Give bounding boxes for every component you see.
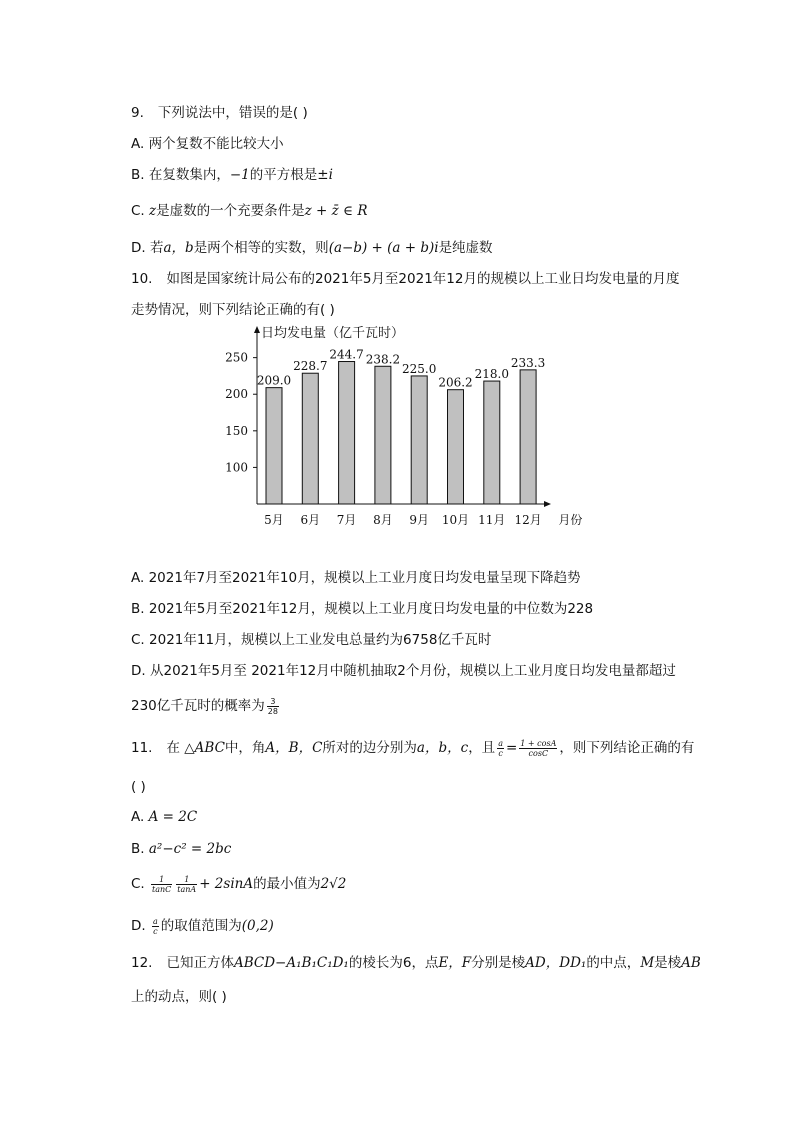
q11-option-b[interactable]: B. a²−c² = 2bc	[131, 841, 232, 857]
bar-7月	[339, 362, 355, 504]
q12-stem-line1: 12. 已知正方体ABCD−A₁B₁C₁D₁的棱长为6，点E，F分别是棱AD，DD₁的中点，M是棱AB	[131, 955, 701, 971]
bar-10月	[448, 390, 464, 504]
q11-stem-line2: ( )	[131, 779, 146, 795]
q9-option-b[interactable]: B. 在复数集内，−1的平方根是±i	[131, 167, 333, 183]
y-tick-label: 100	[225, 460, 248, 475]
q11-stem-line1: 11. 在 △ABC中，角A，B，C所对的边分别为a，b，c，且 $\frac{a}{c}$ = $\frac{1 + \cos A}{\cos C}$ ，则下列结论正确的有	[131, 738, 695, 758]
bar-value-label: 228.7	[293, 359, 328, 374]
q10-number: 10.	[131, 271, 153, 287]
q10-option-b[interactable]: B. 2021年5月至2021年12月，规模以上工业月度日均发电量的中位数为228	[131, 601, 594, 617]
bar-value-label: 206.2	[438, 375, 473, 390]
probability-fraction: $\frac{3}{28}$	[267, 696, 278, 716]
q9-number: 9.	[131, 105, 144, 121]
q9-stem: 9. 下列说法中，错误的是( )	[131, 105, 308, 121]
q9-option-a[interactable]: A. 两个复数不能比较大小	[131, 136, 284, 152]
x-tick-label: 12月	[514, 513, 542, 527]
q10-stem-line1: 10. 如图是国家统计局公布的2021年5月至2021年12月的规模以上工业日均发电量的月度	[131, 271, 680, 287]
q12-number: 12.	[131, 955, 153, 971]
y-tick-label: 200	[225, 387, 248, 402]
x-tick-label: 5月	[264, 513, 284, 527]
q12-stem-line2: 上的动点，则( )	[131, 989, 227, 1005]
ratio-a-c: $\frac{a}{c}$	[498, 738, 503, 758]
bar-value-label: 218.0	[474, 367, 509, 382]
x-tick-label: 6月	[300, 513, 321, 527]
x-tick-label: 11月	[478, 513, 506, 527]
bar-value-label: 209.0	[256, 373, 292, 388]
bar-value-label: 233.3	[510, 355, 546, 370]
q10-stem-line2: 走势情况，则下列结论正确的有( )	[131, 302, 335, 318]
x-axis-arrow	[544, 501, 551, 507]
bar-9月	[411, 376, 427, 504]
q11-option-a[interactable]: A. A = 2C	[131, 809, 198, 825]
x-tick-label: 9月	[409, 513, 430, 527]
bar-6月	[302, 373, 318, 504]
x-tick-label: 8月	[373, 513, 393, 527]
y-axis-arrow	[254, 326, 260, 333]
x-tick-label: 7月	[336, 513, 357, 527]
q9-option-d[interactable]: D. 若a，b是两个相等的实数，则(a−b) + (a + b)i是纯虚数	[131, 240, 493, 256]
chart-title: 日均发电量（亿千瓦时）	[261, 326, 405, 341]
bar-11月	[484, 381, 500, 504]
bar-8月	[375, 366, 391, 504]
q11-option-c[interactable]: C. $\frac{1}{\tan C}$ $\frac{1}{\tan A}$ + 2sinA的最小值为2√2	[131, 874, 347, 894]
bar-value-label: 238.2	[365, 352, 401, 367]
ratio-cos: $\frac{1 + \cos A}{\cos C}$	[520, 738, 557, 758]
y-tick-label: 250	[225, 350, 248, 365]
bar-12月	[520, 370, 536, 504]
q10-option-d-line2: 230亿千瓦时的概率为 $\frac{3}{28}$	[131, 696, 278, 716]
q11-option-d[interactable]: D. $\frac{a}{c}$ 的取值范围为(0,2)	[131, 916, 274, 936]
daily-power-bar-chart	[214, 318, 584, 538]
y-tick-label: 150	[225, 423, 248, 438]
x-axis-label: 月份	[558, 513, 583, 527]
q10-option-a[interactable]: A. 2021年7月至2021年10月，规模以上工业月度日均发电量呈现下降趋势	[131, 570, 581, 586]
bar-value-label: 225.0	[402, 361, 437, 376]
q11-number: 11.	[131, 740, 153, 756]
q10-option-d[interactable]: D. 从2021年5月至 2021年12月中随机抽取2个月份，规模以上工业月度日均发电量都超过	[131, 663, 676, 679]
bar-value-label: 244.7	[329, 347, 364, 362]
x-tick-label: 10月	[441, 513, 470, 527]
q10-option-c[interactable]: C. 2021年11月，规模以上工业发电总量约为6758亿千瓦时	[131, 632, 492, 648]
bar-5月	[266, 388, 282, 504]
q9-option-c[interactable]: C. z是虚数的一个充要条件是z + z̄ ∈ R	[131, 203, 368, 219]
